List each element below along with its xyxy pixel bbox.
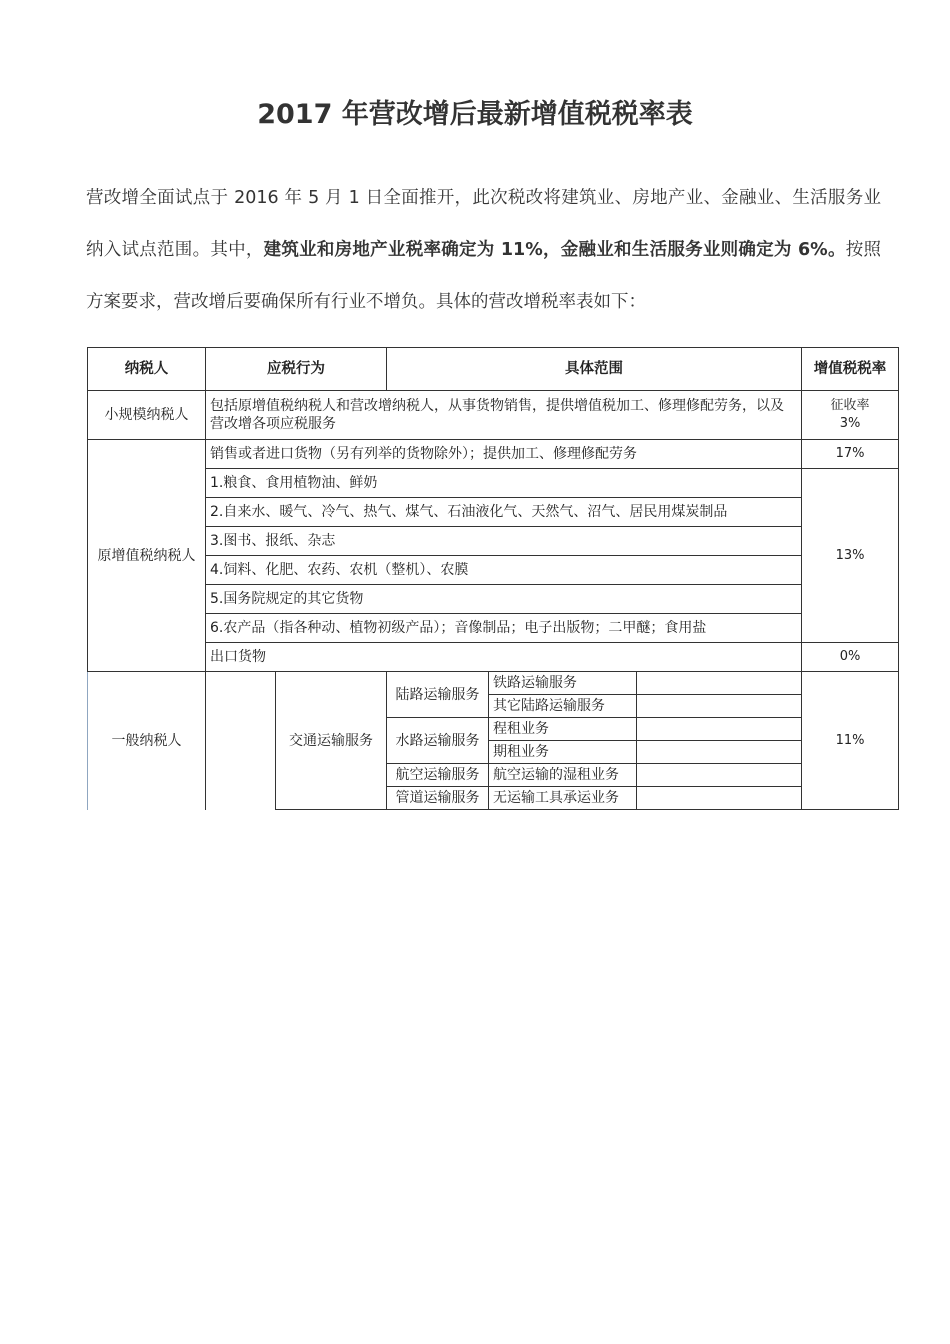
- table-row: [88, 527, 899, 556]
- table-row: [88, 585, 899, 614]
- small-rate-value: 3%: [839, 416, 861, 431]
- blank-cell: [637, 695, 802, 718]
- blank-cell: [637, 764, 802, 787]
- general-empty-cell: [206, 672, 276, 810]
- general-taxpayer-label: 一般纳税人: [88, 672, 206, 810]
- header-taxable-activity: 应税行为: [206, 348, 387, 391]
- intro-bold-text: 建筑业和房地产业税率确定为 11%，金融业和生活服务业则确定为 6%。: [263, 240, 846, 260]
- sub-category-land: 陆路运输服务: [387, 672, 489, 718]
- original-scope-5: 5.国务院规定的其它货物: [206, 585, 802, 614]
- rate-17: 17%: [802, 440, 899, 469]
- vat-rate-table: [87, 347, 899, 810]
- small-taxpayer-scope: 包括原增值税纳税人和营改增纳税人，从事货物销售，提供增值税加工、修理修配劳务，以及营改增各项应税服务: [206, 391, 802, 440]
- original-scope-6: 6.农产品（指各种动、植物初级产品）；音像制品；电子出版物；二甲醚；食用盐: [206, 614, 802, 643]
- table-row: [88, 440, 899, 469]
- small-taxpayer-label: 小规模纳税人: [88, 391, 206, 440]
- table-row: [88, 469, 899, 498]
- item-rail: 铁路运输服务: [489, 672, 637, 695]
- original-scope-3: 3.图书、报纸、杂志: [206, 527, 802, 556]
- small-taxpayer-rate: [802, 391, 899, 440]
- original-scope-4: 4.饲料、化肥、农药、农机（整机）、农膜: [206, 556, 802, 585]
- blank-cell: [637, 787, 802, 810]
- original-taxpayer-label: 原增值税纳税人: [88, 440, 206, 672]
- table-row: [88, 556, 899, 585]
- item-other-land: 其它陆路运输服务: [489, 695, 637, 718]
- intro-paragraph: [86, 172, 881, 328]
- item-time-charter: 期租业务: [489, 741, 637, 764]
- rate-11: 11%: [802, 672, 899, 810]
- rate-13: 13%: [802, 469, 899, 643]
- sub-category-pipeline: 管道运输服务: [387, 787, 489, 810]
- blank-cell: [637, 672, 802, 695]
- table-header-row: [88, 348, 899, 391]
- item-wet-lease: 航空运输的湿租业务: [489, 764, 637, 787]
- table-row-small-taxpayer: [88, 391, 899, 440]
- table-row: [88, 643, 899, 672]
- header-taxpayer: 纳税人: [88, 348, 206, 391]
- blank-cell: [637, 718, 802, 741]
- table-row: [88, 672, 899, 695]
- item-no-vehicle-carrier: 无运输工具承运业务: [489, 787, 637, 810]
- table-row: [88, 614, 899, 643]
- table-row: [88, 498, 899, 527]
- original-scope-0: 销售或者进口货物（另有列举的货物除外）；提供加工、修理修配劳务: [206, 440, 802, 469]
- page-title: 2017 年营改增后最新增值税税率表: [257, 99, 693, 130]
- blank-cell: [637, 741, 802, 764]
- intro-text-2: 按照方案要求，营改增后要确保所有行业不增负。具体的营改增税率表如下：: [86, 240, 882, 312]
- small-rate-label: 征收率: [830, 398, 870, 413]
- sub-category-air: 航空运输服务: [387, 764, 489, 787]
- rate-0: 0%: [802, 643, 899, 672]
- item-voyage-charter: 程租业务: [489, 718, 637, 741]
- header-scope: 具体范围: [387, 348, 802, 391]
- intro-text-1: 营改增全面试点于 2016 年 5 月 1 日全面推开，此次税改将建筑业、房地产业、金融业、生活服务业纳入试点范围。其中，: [86, 188, 881, 260]
- header-rate: 增值税税率: [802, 348, 899, 391]
- original-scope-2: 2.自来水、暖气、冷气、热气、煤气、石油液化气、天然气、沼气、居民用煤炭制品: [206, 498, 802, 527]
- original-scope-1: 1.粮食、食用植物油、鲜奶: [206, 469, 802, 498]
- transport-category: 交通运输服务: [276, 672, 387, 810]
- sub-category-water: 水路运输服务: [387, 718, 489, 764]
- original-scope-7: 出口货物: [206, 643, 802, 672]
